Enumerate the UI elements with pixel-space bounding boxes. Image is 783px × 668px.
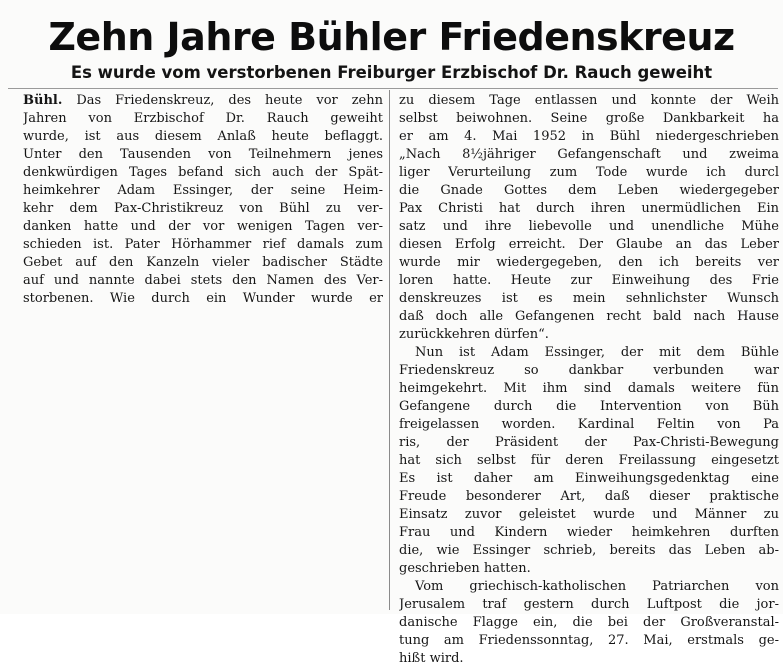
column-divider <box>389 90 390 610</box>
text-line: auf und nannte dabei stets den Namen des Ver- <box>23 273 383 288</box>
text-line: storbenen. Wie durch ein Wunder wurde er <box>23 291 383 306</box>
text-line: heimgekehrt. Mit ihm sind damals weitere fün <box>399 381 779 396</box>
text-line: geschrieben hatten. <box>399 561 531 576</box>
text-line: Gefangene durch die Intervention von Büh <box>399 399 779 414</box>
text-line: Friedenskreuz so dankbar verbunden war <box>399 363 779 378</box>
text-line: selbst beiwohnen. Seine große Dankbarkeit ha <box>399 111 779 126</box>
text-line: ris, der Präsident der Pax-Christi-Bewegung <box>399 435 779 450</box>
text-line: denskreuzes ist es mein sehnlichster Wunsch <box>399 291 779 306</box>
text-line: Einsatz zuvor geleistet wurde und Männer zu <box>399 507 779 522</box>
text-line: Bühl. Das Friedenskreuz, des heute vor zehn <box>23 93 383 108</box>
lead-word: Bühl. <box>23 93 63 108</box>
article-subheadline: Es wurde vom verstorbenen Freiburger Erzbischof Dr. Rauch geweiht <box>70 63 713 82</box>
text-line: denkwürdigen Tages befand sich auch der Spät- <box>23 165 383 180</box>
text-line: danken hatte und der vor wenigen Tagen ver- <box>23 219 383 234</box>
text-line: Pax Christi hat durch ihren unermüdlichen Ein <box>399 201 779 216</box>
article-headline: Zehn Jahre Bühler Friedenskreuz <box>48 15 735 59</box>
header-rule <box>8 88 778 89</box>
text-line: Freude besonderer Art, daß dieser praktische <box>399 489 779 504</box>
text-line: hat sich selbst für deren Freilassung eingesetzt <box>399 453 779 468</box>
text-line: hißt wird. <box>399 651 464 666</box>
text-line: loren hatte. Heute zur Einweihung des Frie <box>399 273 779 288</box>
text-line: er am 4. Mai 1952 in Bühl niedergeschrieben <box>399 129 779 144</box>
text-line: Gebet auf den Kanzeln vieler badischer Städte <box>23 255 383 270</box>
text-line: danische Flagge ein, die bei der Großveranstal- <box>399 615 779 630</box>
text-line: tung am Friedenssonntag, 27. Mai, erstmals ge- <box>399 633 779 648</box>
article-left-column <box>23 92 383 308</box>
text-line: satz und ihre liebevolle und unendliche Mühe <box>399 219 779 234</box>
text-line: wurde mir wiedergegeben, den ich bereits ver <box>399 255 779 270</box>
text-line: die, wie Essinger schrieb, bereits das Leben ab- <box>399 543 779 558</box>
text-line: diesen Erfolg erreicht. Der Glaube an das Leber <box>399 237 779 252</box>
text-line: Frau und Kindern wieder heimkehren durften <box>399 525 779 540</box>
text-line: „Nach 8½jähriger Gefangenschaft und zweima <box>399 147 779 162</box>
text-line: zurückkehren dürfen“. <box>399 327 549 342</box>
text-line: die Gnade Gottes dem Leben wiedergegeber <box>399 183 779 198</box>
text-line: schieden ist. Pater Hörhammer rief damals zum <box>23 237 383 252</box>
article-right-column <box>399 92 779 668</box>
text-line: Jahren von Erzbischof Dr. Rauch geweiht <box>23 111 383 126</box>
text-line: Unter den Tausenden von Teilnehmern jenes <box>23 147 383 162</box>
text-line: Es ist daher am Einweihungsgedenktag eine <box>399 471 779 486</box>
text-line: heimkehrer Adam Essinger, der seine Heim- <box>23 183 383 198</box>
text-line: kehr dem Pax-Christikreuz von Bühl zu ver- <box>23 201 383 216</box>
text-line: zu diesem Tage entlassen und konnte der Weih <box>399 93 779 108</box>
text-line: Nun ist Adam Essinger, der mit dem Bühle <box>415 345 779 360</box>
text-line: Vom griechisch-katholischen Patriarchen von <box>415 579 779 594</box>
text-line: freigelassen worden. Kardinal Feltin von Pa <box>399 417 779 432</box>
text-line: Jerusalem traf gestern durch Luftpost die jor- <box>399 597 779 612</box>
text-line: liger Verurteilung zum Tode wurde ich durcl <box>399 165 779 180</box>
text-line: wurde, ist aus diesem Anlaß heute beflaggt. <box>23 129 383 144</box>
text-line: daß doch alle Gefangenen recht bald nach Hause <box>399 309 779 324</box>
